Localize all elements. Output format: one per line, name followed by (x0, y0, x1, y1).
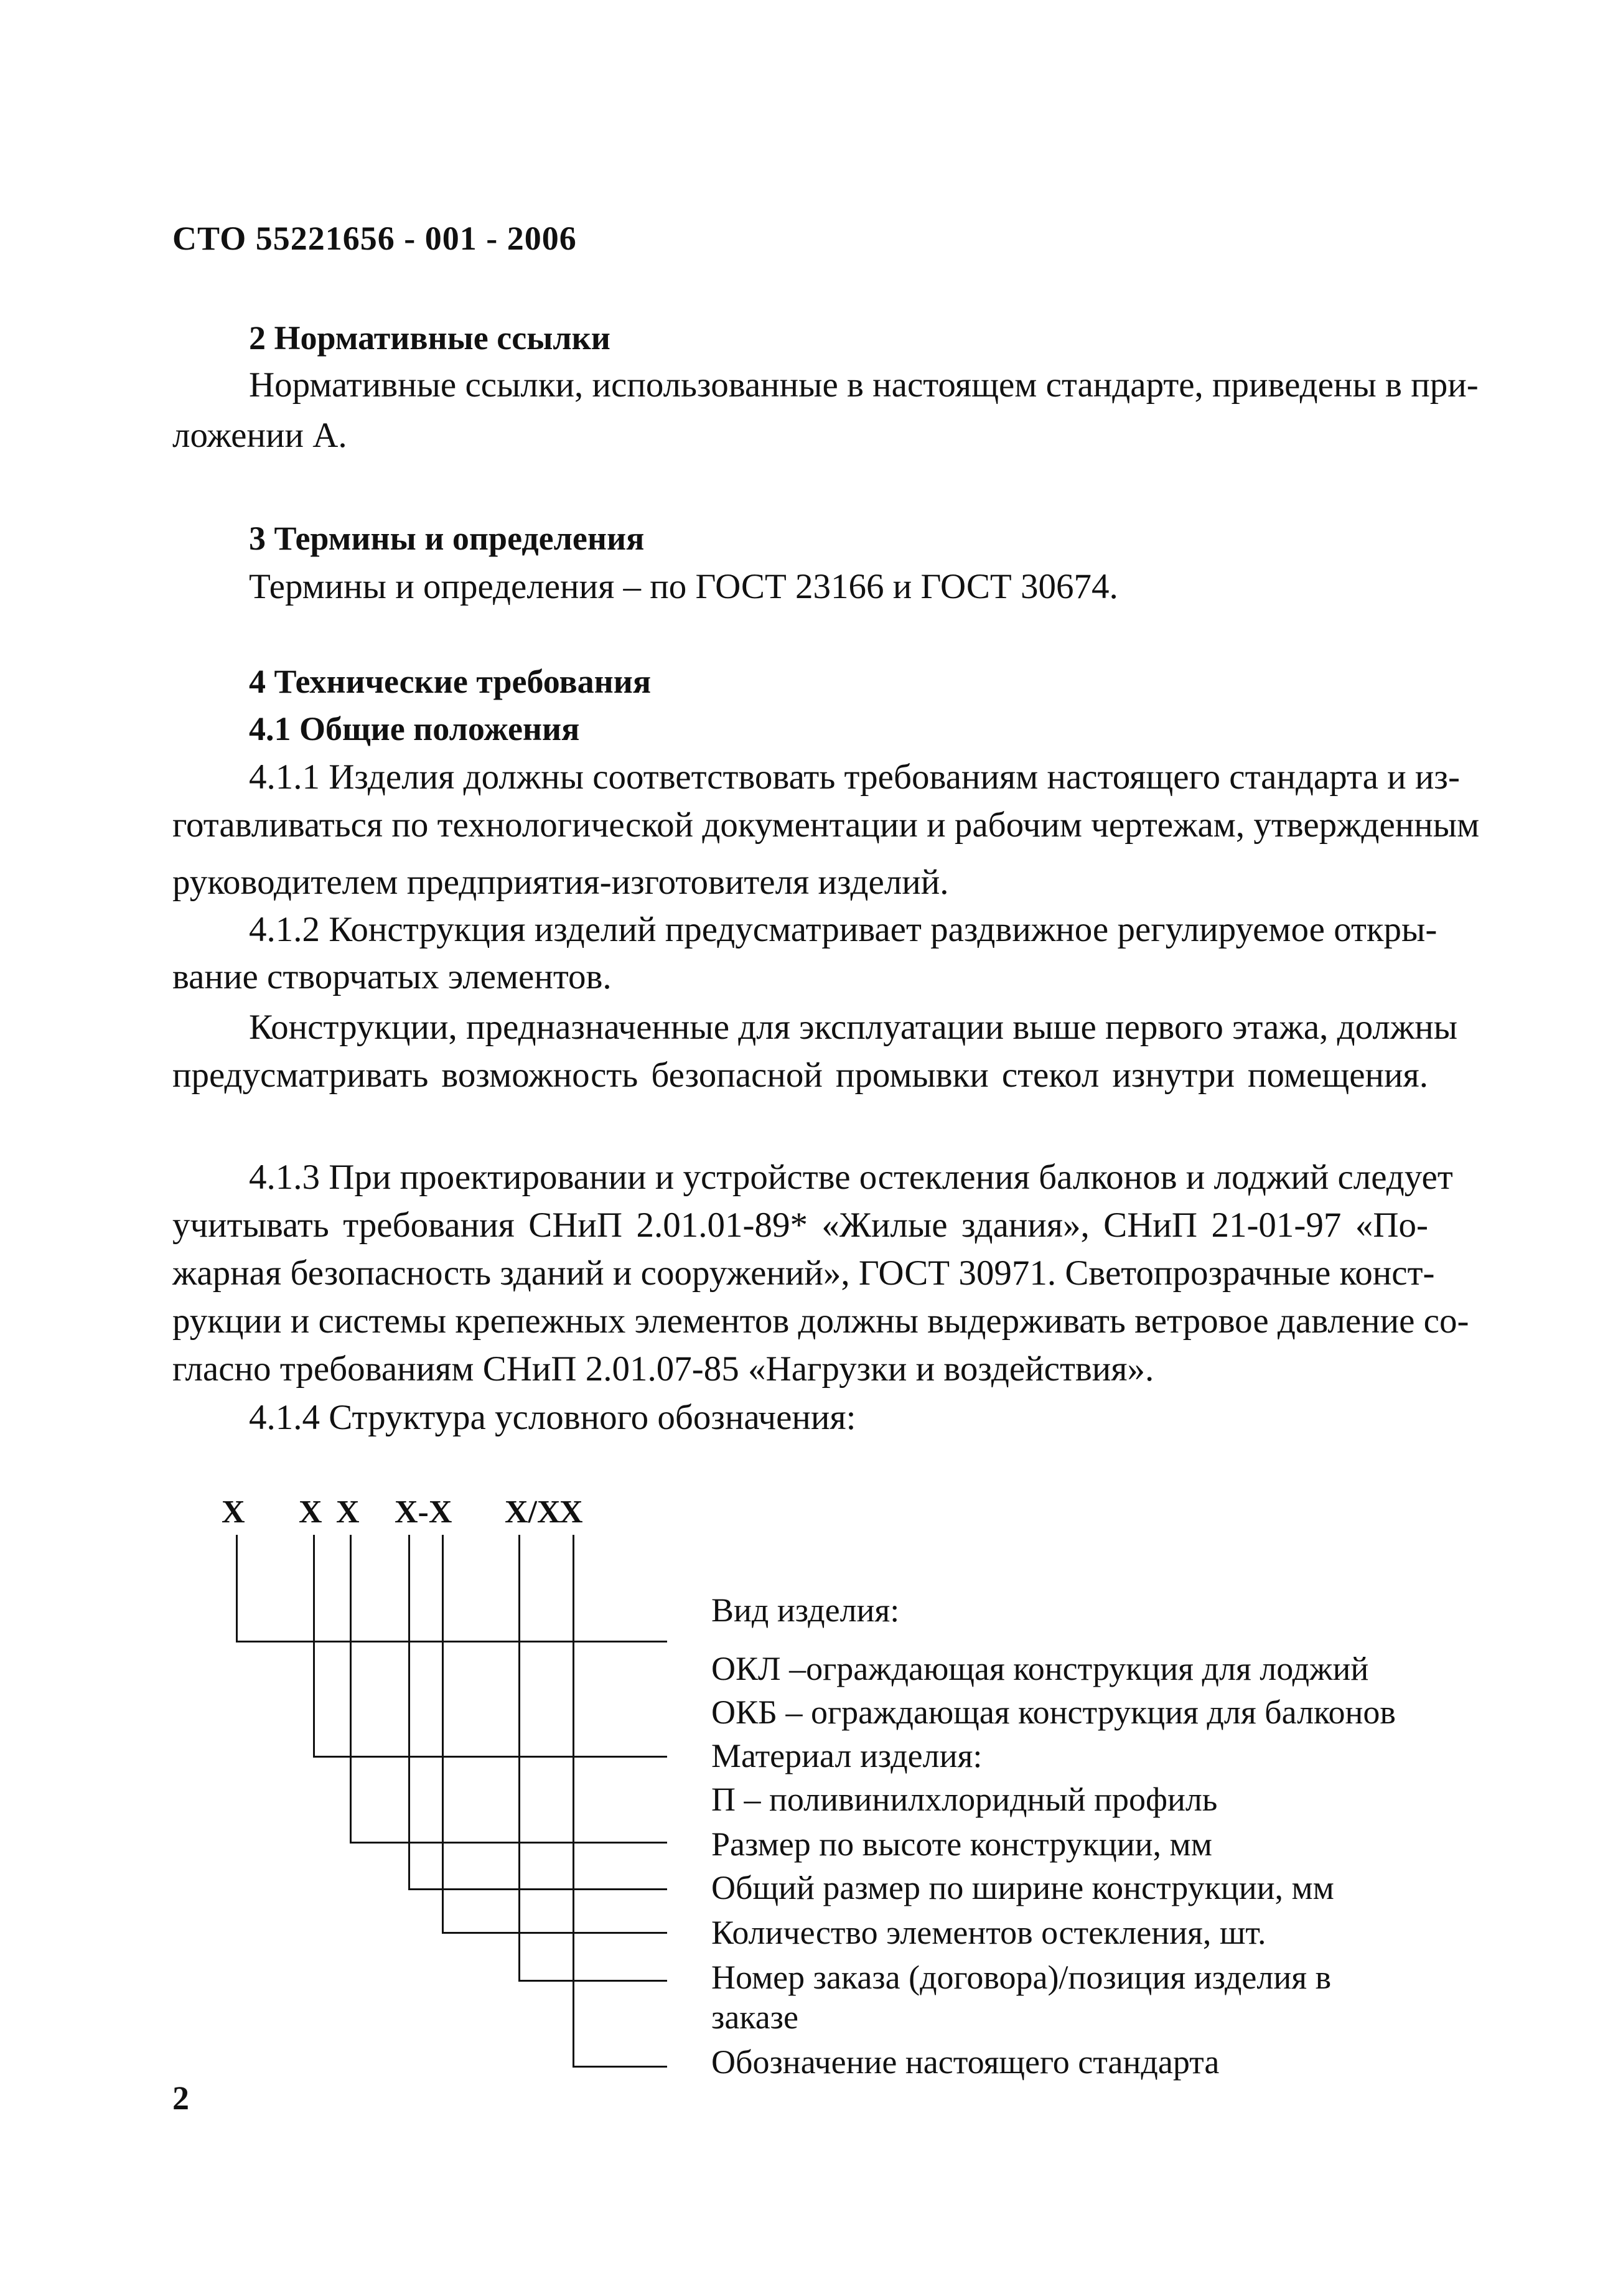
text-line: предусматривать возможность безопасной промывки стекол изнутри помещения. (172, 1056, 1428, 1095)
leader-line (442, 1535, 444, 1933)
text-line: 4.1.3 При проектировании и устройстве остекления балконов и лоджий следует (249, 1158, 1453, 1197)
paragraph-4-1-3 (172, 1153, 1469, 1345)
text-line: рукции и системы крепежных элементов должны выдерживать ветровое давление со- (172, 1301, 1469, 1341)
leader-line (573, 2066, 667, 2068)
leader-line (313, 1756, 667, 1758)
leader-line (236, 1641, 667, 1642)
paragraph-4-1-1 (172, 753, 1480, 849)
leader-line (408, 1535, 410, 1890)
text-line: 4.1.2 Конструкция изделий предусматривает раздвижное регулируемое откры- (249, 910, 1438, 949)
section-3-text: Термины и определения – по ГОСТ 23166 и ГОСТ 30674. (249, 567, 1118, 606)
paragraph-4-1-4: 4.1.4 Структура условного обозначения: (249, 1398, 856, 1437)
symbol-x6: X (559, 1494, 583, 1530)
leader-line (350, 1535, 352, 1843)
text-line: жарная безопасность зданий и сооружений», ГОСТ 30971. Светопрозрачные конст- (172, 1253, 1435, 1293)
leader-line (236, 1535, 238, 1642)
label-pvc: П – поливинилхлоридный профиль (711, 1781, 1218, 1818)
label-material: Материал изделия: (711, 1737, 983, 1774)
label-okl: ОКЛ –ограждающая конструкция для лоджий (711, 1650, 1369, 1687)
symbol-x2: X (299, 1494, 322, 1530)
text-line: 4.1.1 Изделия должны соответствовать требованиям настоящего стандарта и из- (249, 757, 1460, 797)
text-line: вание створчатых элементов. (172, 957, 612, 996)
leader-line (518, 1535, 520, 1981)
label-glazing-count: Количество элементов остекления, шт. (711, 1914, 1266, 1951)
subsection-4-1-heading: 4.1 Общие положения (249, 710, 580, 747)
text-line: Нормативные ссылки, использованные в настоящем стандарте, приведены в при- (249, 365, 1479, 405)
symbol-x1: X (222, 1494, 245, 1530)
text-line: ложении А. (172, 416, 347, 455)
label-okb: ОКБ – ограждающая конструкция для балконов (711, 1694, 1396, 1731)
document-code: СТО 55221656 - 001 - 2006 (172, 220, 577, 257)
label-height: Размер по высоте конструкции, мм (711, 1825, 1212, 1863)
label-width: Общий размер по ширине конструкции, мм (711, 1869, 1334, 1906)
paragraph-4-1-2 (172, 906, 1438, 954)
leader-line (442, 1932, 667, 1934)
label-standard-designation: Обозначение настоящего стандарта (711, 2043, 1220, 2081)
symbol-x3: X (336, 1494, 360, 1530)
leader-line (350, 1842, 667, 1844)
section-4-heading: 4 Технические требования (249, 663, 652, 700)
text-line: руководителем предприятия-изготовителя изделий. (172, 863, 949, 902)
section-3-heading: 3 Термины и определения (249, 520, 645, 557)
paragraph-4-1-2b (172, 1003, 1458, 1099)
section-2-text (172, 361, 1479, 409)
symbol-x4: X-X (395, 1494, 452, 1530)
label-product-type: Вид изделия: (711, 1591, 900, 1629)
section-2-heading: 2 Нормативные ссылки (249, 319, 610, 357)
label-order-number: Номер заказа (договора)/позиция изделия в (711, 1959, 1332, 1996)
text-line: готавливаться по технологической документации и рабочим чертежам, утвержденным (172, 805, 1480, 845)
leader-line (573, 1535, 574, 2067)
text-line: Конструкции, предназначенные для эксплуатации выше первого этажа, должны (249, 1008, 1458, 1047)
leader-line (518, 1980, 667, 1982)
symbol-x5: X/X (505, 1494, 561, 1530)
text-line: гласно требованиям СНиП 2.01.07-85 «Нагрузки и воздействия». (172, 1349, 1154, 1389)
leader-line (313, 1535, 315, 1757)
label-order-number-cont: заказе (711, 1998, 798, 2036)
page-number: 2 (172, 2079, 189, 2117)
leader-line (408, 1888, 667, 1890)
text-line: учитывать требования СНиП 2.01.01-89* «Жилые здания», СНиП 21-01-97 «По- (172, 1206, 1428, 1245)
